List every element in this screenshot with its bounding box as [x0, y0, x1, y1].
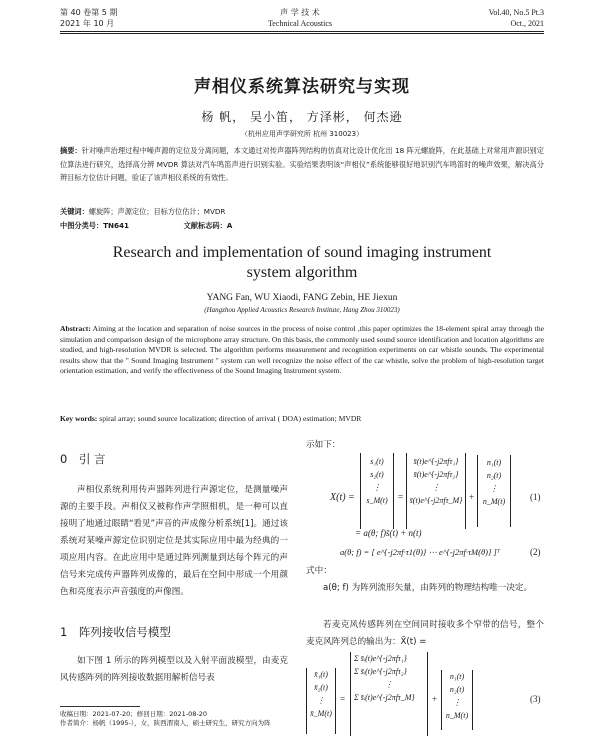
journal-name-en: Technical Acoustics [267, 19, 333, 28]
en-authors: YANG Fan, WU Xiaodi, FANG Zebin, HE Jiexun [206, 293, 398, 303]
en-keywords-text: spiral array; sound source localization; direction of arrival ( DOA) estimation; MVDR [99, 414, 362, 423]
zh-keywords-label: 关键词： [60, 207, 89, 216]
eq3-number: (3) [530, 694, 541, 704]
zh-title: 声相仪系统算法研究与实现 [194, 77, 410, 97]
eq1-vector-n: n₁(t) n₂(t) ⋮ n_M(t) [477, 455, 511, 527]
eq1-line2: = a(θ; f)s̄(t) + n(t) [355, 528, 422, 538]
section-0-paragraph: 声相仪系统利用传声器阵列进行声源定位，是测量噪声源的主要手段。声相仪又被称作声学照相机，是一种可以直接明了地通过眼睛“看见”声音的声成像分析系统[1]。通过该系统对某噪声源定位识别定位是其实际应用中最为经典的一项应用内容。在此应用中是通过阵列测量到达每个阵元的声信号来完成传声器阵列成像的，最后在空间中形成一个用颜色和亮度表示声音强度的声像图。 [60, 485, 288, 597]
where-label: 式中： [306, 566, 332, 576]
eq1-vector-exp: s̄(t)e^{-j2πfτ₁} s̄(t)e^{-j2πfτ₂} ⋮ s̄(t)e^{-j2πfτ_M} [406, 453, 466, 529]
eq2-number: (2) [530, 547, 541, 557]
journal-name: 声 学 技 术 [280, 8, 320, 17]
zh-class-label: 中图分类号： [60, 221, 104, 230]
zh-class-value: TN641 [103, 221, 130, 230]
journal-issue-en: Vol.40, No.5 Pt.3 [488, 8, 544, 17]
en-keywords [60, 414, 544, 423]
zh-abstract-text: 针对噪声治理过程中噪声源的定位及分离问题，本文通过对传声器阵列结构的仿真对比设计优化出 18 阵元螺旋阵，在此基础上对常用声源识别定位算法进行研究，选择高分辨 MVDR 算法对汽车鸣笛声进行识别实验。实验结果表明该“声相仪”系统能够很好地识别汽车鸣笛时的噪声效果，解决高分辨目标方位估计问题，验证了该声相仪系统的有效性。 [60, 146, 544, 182]
header-rule-2 [60, 33, 544, 34]
journal-volume: 第 40 卷第 5 期 [60, 8, 118, 17]
right-intro: 示如下： [306, 440, 341, 450]
section-1-paragraph: 如下图 1 所示的阵列模型以及入射平面波模型，由麦克风传感阵列的阵列接收数据用解析信号表 [60, 656, 288, 683]
footnote-rule [60, 706, 140, 707]
zh-doc-label: 文献标志码： [183, 221, 227, 230]
zh-authors: 杨 帆， 吴小笛， 方泽彬， 何杰逊 [201, 110, 403, 124]
en-abstract-label: Abstract: [60, 324, 91, 333]
eq1-number: (1) [530, 492, 541, 502]
zh-classification [60, 221, 232, 231]
en-abstract-text: Aiming at the location and separation of noise sources in the process of noise control ,this paper optimizes the 18-element spiral array through the simulation and comparison design of the microphone array structure. On this basis, the commonly used sound source identification and location algorithms are studied, and high-resolution MVDR is selected. The algorithm performs measurement and recognition experiments on car whistle sounds. The experimental results show that the " Sound Imaging Instrument " system can well recognize the noise effect of the car whistle, solve the problem of high-resolution target orientation estimation, and verify the effectiveness of the Sound Imaging Instrument system. [60, 324, 544, 376]
zh-doc-value: A [226, 221, 233, 230]
journal-date: 2021 年 10 月 [60, 19, 115, 28]
eq1-lhs: X(t) = [330, 492, 355, 503]
en-keywords-label: Key words: [60, 414, 98, 423]
footnote-author-bio: 作者简介：杨帆（1995-），女，陕西渭南人，硕士研究生，研究方向为阵 [60, 719, 271, 727]
en-abstract [60, 324, 544, 377]
eq3-vector-x: x̄₁(t) x̄₂(t) ⋮ x̄_M(t) [306, 668, 336, 734]
zh-keywords [60, 207, 225, 217]
zh-affiliation: （杭州应用声学研究所 杭州 310023） [240, 130, 364, 138]
zh-abstract [60, 144, 544, 185]
footnote-received: 收稿日期：2021-07-20；修回日期：2021-08-20 [60, 710, 208, 718]
eq2-text: a(θ; f) = [ e^{-j2πf·τ1(θ)} ⋯ e^{-j2πf·τM(θ)} ]ᵀ [340, 547, 501, 557]
header-rule [60, 31, 544, 32]
en-title [60, 243, 544, 283]
en-title-line1: Research and implementation of sound imaging instrument [112, 244, 492, 261]
zh-keywords-text: 螺旋阵；声源定位；目标方位估计；MVDR [88, 207, 226, 216]
right-paragraph-2: 若麦克风传感阵列在空间同时接收多个窄带的信号，整个麦克风阵列总的输出为：X̄(t) = [306, 620, 544, 647]
where-text: a(θ; f) 为阵列流形矢量，由阵列的物理结构唯一决定。 [323, 583, 533, 593]
footnote [60, 710, 271, 728]
en-title-line2: system algorithm [246, 264, 358, 281]
journal-date-en: Oct., 2021 [510, 19, 544, 28]
zh-abstract-label: 摘要： [60, 146, 82, 155]
eq3-vector-n: n₁(t) n₂(t) ⋮ n_M(t) [441, 670, 473, 730]
en-affiliation: (Hangzhou Applied Acoustics Research Institute, Hang Zhou 310023) [204, 306, 400, 314]
eq3-vector-sum: Σ s̄ᵢ(t)e^{-j2πfτ₁} Σ s̄ᵢ(t)e^{-j2πfτ₂} ⋮ Σ s̄ᵢ(t)e^{-j2πfτ_M} [350, 652, 428, 736]
section-1-heading: 1 阵列接收信号模型 [60, 625, 171, 639]
section-0-heading: 0 引 言 [60, 452, 106, 466]
eq1-vector-s: s₁(t) s₂(t) ⋮ s_M(t) [360, 453, 394, 529]
